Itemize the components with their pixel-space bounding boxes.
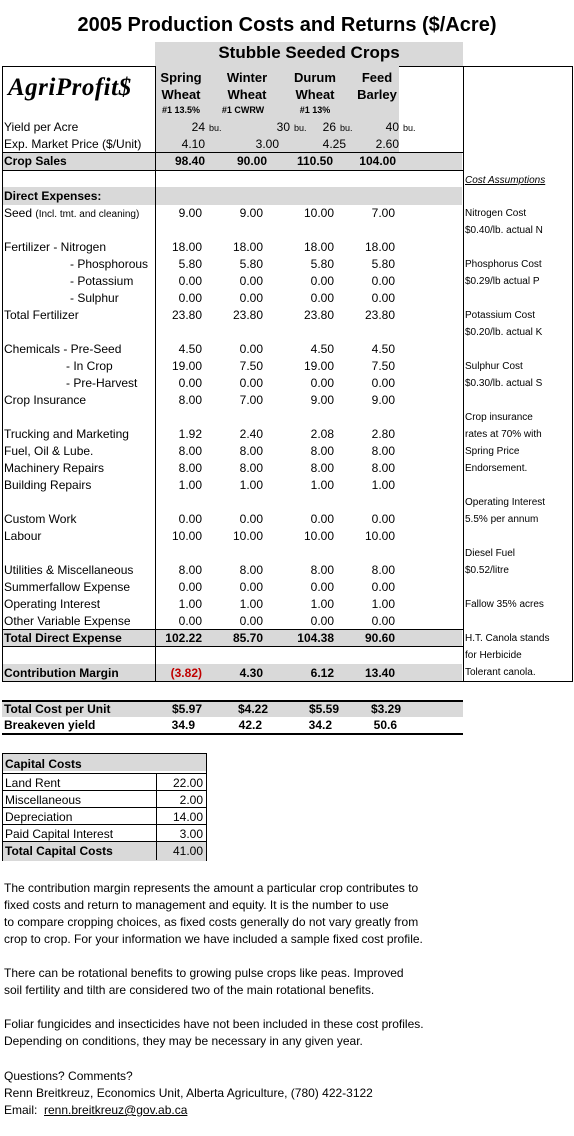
crop-sales-feed-barley: 104.00 <box>359 154 396 168</box>
capital-row-value: 22.00 <box>172 776 203 790</box>
rule-summary-bottom <box>2 733 463 735</box>
cost-assumption-line: $0.30/lb. actual S <box>465 378 543 389</box>
divider-notes-col <box>463 66 464 682</box>
row-label-breakeven: Breakeven yield <box>4 718 96 732</box>
cost-unit-winter-wheat: $4.22 <box>237 702 268 716</box>
row-label-contribution: Contribution Margin <box>4 666 119 680</box>
chem-in-value: 7.50 <box>239 359 263 373</box>
fert-sul-value: 0.00 <box>178 291 202 305</box>
total-fert-value: 23.80 <box>364 308 395 322</box>
col-header-feed-barley: Feed Barley <box>357 70 397 102</box>
cost-assumption-line: $0.20/lb. actual K <box>465 327 543 338</box>
capital-row-value: 2.00 <box>179 793 203 807</box>
cost-assumption-line: for Herbicide <box>465 650 522 661</box>
cost-unit-feed-barley: $3.29 <box>370 702 401 716</box>
capital-row <box>3 824 206 842</box>
row-label-summerfallow: Summerfallow Expense <box>4 580 131 594</box>
yield-feed-barley: 40 <box>385 120 399 134</box>
section-direct-expenses: Direct Expenses: <box>4 189 102 203</box>
crop-ins-value: 9.00 <box>310 393 334 407</box>
fert-nitrogen-value: 18.00 <box>171 240 202 254</box>
cost-assumption-line: $0.29/lb actual P <box>465 276 540 287</box>
other-var-value: 0.00 <box>310 614 334 628</box>
fert-pot-value: 0.00 <box>178 274 202 288</box>
cost-assumption-line: $0.40/lb. actual N <box>465 225 543 236</box>
yield-unit: bu. <box>294 123 307 133</box>
bldg-value: 1.00 <box>178 478 202 492</box>
capital-row-label: Land Rent <box>5 776 61 790</box>
op-interest-value: 1.00 <box>310 597 334 611</box>
row-label-custom: Custom Work <box>4 512 77 526</box>
crop-sales-spring-wheat: 98.40 <box>174 154 205 168</box>
capital-row-value: 14.00 <box>172 810 203 824</box>
labour-value: 10.00 <box>364 529 395 543</box>
row-label-fert-sul: - Sulphur <box>70 291 119 305</box>
trucking-value: 1.92 <box>178 427 202 441</box>
total-fert-value: 23.80 <box>303 308 334 322</box>
custom-value: 0.00 <box>239 512 263 526</box>
mach-value: 8.00 <box>178 461 202 475</box>
contribution-value: (3.82) <box>170 666 202 680</box>
cost-assumption-line: Potassium Cost <box>465 310 536 321</box>
chem-harv-value: 0.00 <box>239 376 263 390</box>
chem-pre-value: 0.00 <box>239 342 263 356</box>
row-label-crop-sales: Crop Sales <box>4 154 67 168</box>
bldg-value: 1.00 <box>371 478 395 492</box>
seed-feed-barley: 7.00 <box>371 206 395 220</box>
capital-total-label: Total Capital Costs <box>5 844 113 858</box>
crop-ins-value: 7.00 <box>239 393 263 407</box>
utilities-value: 8.00 <box>310 563 334 577</box>
row-label-total-cost-unit: Total Cost per Unit <box>4 702 111 716</box>
summerfallow-value: 0.00 <box>239 580 263 594</box>
col-header-spring-wheat: Spring Wheat <box>160 70 202 102</box>
row-label-chem-pre: Chemicals - Pre-Seed <box>4 342 122 356</box>
custom-value: 0.00 <box>178 512 202 526</box>
utilities-value: 8.00 <box>371 563 395 577</box>
crop-sales-durum-wheat: 110.50 <box>296 154 333 168</box>
price-spring-wheat: 4.10 <box>181 137 205 151</box>
summerfallow-value: 0.00 <box>371 580 395 594</box>
row-label-utilities: Utilities & Miscellaneous <box>4 563 134 577</box>
breakeven-durum-wheat: 34.2 <box>308 718 332 732</box>
row-label-labour: Labour <box>4 529 42 543</box>
fert-sul-value: 0.00 <box>239 291 263 305</box>
cost-assumption-line: Tolerant canola. <box>465 667 536 678</box>
utilities-value: 8.00 <box>239 563 263 577</box>
capital-divider <box>156 773 157 860</box>
yield-unit: bu. <box>340 123 353 133</box>
chem-harv-value: 0.00 <box>371 376 395 390</box>
capital-total-row <box>3 841 206 861</box>
paragraph-rotational: There can be rotational benefits to growing pulse crops like peas. Improved soil fertility and tilth are considered two of the main rotational benefits. <box>4 966 404 997</box>
labour-value: 10.00 <box>171 529 202 543</box>
price-winter-wheat: 3.00 <box>255 137 279 151</box>
fert-phos-value: 5.80 <box>239 257 263 271</box>
chem-pre-value: 4.50 <box>310 342 334 356</box>
breakeven-feed-barley: 50.6 <box>373 718 397 732</box>
row-label-op-interest: Operating Interest <box>4 597 101 611</box>
row-label-chem-harv: - Pre-Harvest <box>66 376 138 390</box>
fuel-value: 8.00 <box>310 444 334 458</box>
op-interest-value: 1.00 <box>178 597 202 611</box>
row-label-mach: Machinery Repairs <box>4 461 105 475</box>
mach-value: 8.00 <box>371 461 395 475</box>
price-feed-barley: 2.60 <box>375 137 399 151</box>
rule-total-direct-top <box>2 629 463 630</box>
total-direct-value: 102.22 <box>165 631 202 645</box>
contact-email-line: Email: renn.breitkreuz@gov.ab.ca <box>4 1103 188 1117</box>
grade-spring-wheat: #1 13.5% <box>161 105 201 115</box>
fert-sul-value: 0.00 <box>371 291 395 305</box>
summerfallow-value: 0.00 <box>310 580 334 594</box>
fuel-value: 8.00 <box>178 444 202 458</box>
other-var-value: 0.00 <box>239 614 263 628</box>
total-fert-value: 23.80 <box>232 308 263 322</box>
contribution-value: 4.30 <box>239 666 263 680</box>
capital-row-value: 3.00 <box>179 827 203 841</box>
cost-assumption-line: Spring Price <box>465 446 520 457</box>
paragraph-contribution: The contribution margin represents the amount a particular crop contributes to fixed costs and return to management and equity. It is the number to use to compare cropping choices, as fixed costs generally do not vary greatly from crop to crop. For your information we have included a sample fixed cost profile. <box>4 881 423 946</box>
row-label-fert-pot: - Potassium <box>70 274 134 288</box>
col-header-durum-wheat: Durum Wheat <box>294 70 336 102</box>
page-title: 2005 Production Costs and Returns ($/Acre) <box>77 14 497 36</box>
capital-row-label: Paid Capital Interest <box>5 827 114 841</box>
chem-harv-value: 0.00 <box>178 376 202 390</box>
fert-pot-value: 0.00 <box>371 274 395 288</box>
cost-assumption-line: Diesel Fuel <box>465 548 516 559</box>
contribution-value: 6.12 <box>310 666 334 680</box>
bldg-value: 1.00 <box>239 478 263 492</box>
utilities-value: 8.00 <box>178 563 202 577</box>
capital-costs-table <box>2 753 207 861</box>
capital-row-label: Miscellaneous <box>5 793 82 807</box>
row-label-fert-phos: - Phosphorous <box>70 257 149 271</box>
cost-assumption-line: Nitrogen Cost <box>465 208 527 219</box>
total-direct-value: 90.60 <box>364 631 395 645</box>
paragraph-fungicides: Foliar fungicides and insecticides have not been included in these cost profiles. Depending on conditions, they may be necessary in any given year. <box>4 1017 424 1048</box>
agriprofit-logo: AgriProfit$ <box>8 74 132 101</box>
fert-sul-value: 0.00 <box>310 291 334 305</box>
grade-durum-wheat: #1 13% <box>299 105 331 115</box>
crop-sales-winter-wheat: 90.00 <box>236 154 267 168</box>
seed-winter-wheat: 9.00 <box>239 206 263 220</box>
grade-winter-wheat: #1 CWRW <box>221 105 265 115</box>
fert-phos-value: 5.80 <box>310 257 334 271</box>
contact-block <box>4 1068 564 1119</box>
fert-phos-value: 5.80 <box>371 257 395 271</box>
yield-unit: bu. <box>403 123 416 133</box>
col-header-winter-wheat: Winter Wheat <box>226 70 268 102</box>
yield-durum-wheat: 26 <box>322 120 336 134</box>
mach-value: 8.00 <box>239 461 263 475</box>
custom-value: 0.00 <box>310 512 334 526</box>
row-label-fert-nitrogen: Fertilizer - Nitrogen <box>4 240 107 254</box>
fuel-value: 8.00 <box>239 444 263 458</box>
capital-row <box>3 773 206 791</box>
trucking-value: 2.40 <box>239 427 263 441</box>
contact-name: Renn Breitkreuz, Economics Unit, Alberta Agriculture, (780) 422-3122 <box>4 1086 373 1100</box>
mach-value: 8.00 <box>310 461 334 475</box>
chem-in-value: 7.50 <box>371 359 395 373</box>
yield-spring-wheat: 24 <box>191 120 205 134</box>
total-direct-value: 104.38 <box>297 631 334 645</box>
capital-costs-header: Capital Costs <box>5 757 82 771</box>
fert-nitrogen-value: 18.00 <box>303 240 334 254</box>
row-label-crop-ins: Crop Insurance <box>4 393 87 407</box>
yield-winter-wheat: 30 <box>276 120 290 134</box>
cost-assumption-line: $0.52/litre <box>465 565 509 576</box>
rule-crop-sales-bottom <box>2 170 463 171</box>
bldg-value: 1.00 <box>310 478 334 492</box>
row-label-total-fert: Total Fertilizer <box>4 308 79 322</box>
row-label-bldg: Building Repairs <box>4 478 92 492</box>
fert-pot-value: 0.00 <box>310 274 334 288</box>
seed-spring-wheat: 9.00 <box>178 206 202 220</box>
summerfallow-value: 0.00 <box>178 580 202 594</box>
cost-assumptions-header: Cost Assumptions <box>465 175 546 186</box>
cost-assumption-line: Endorsement. <box>465 463 528 474</box>
custom-value: 0.00 <box>371 512 395 526</box>
rule-crop-sales-top <box>2 152 463 153</box>
chem-in-value: 19.00 <box>303 359 334 373</box>
row-label-chem-in: - In Crop <box>66 359 113 373</box>
breakeven-spring-wheat: 34.9 <box>171 718 195 732</box>
row-label-other-var: Other Variable Expense <box>4 614 131 628</box>
labour-value: 10.00 <box>232 529 263 543</box>
row-label-trucking: Trucking and Marketing <box>4 427 129 441</box>
cost-assumption-line: Phosphorus Cost <box>465 259 542 270</box>
fuel-value: 8.00 <box>371 444 395 458</box>
labour-value: 10.00 <box>303 529 334 543</box>
capital-row-label: Depreciation <box>5 810 73 824</box>
cost-assumption-line: 5.5% per annum <box>465 514 539 525</box>
contribution-value: 13.40 <box>364 666 395 680</box>
other-var-value: 0.00 <box>178 614 202 628</box>
crop-ins-value: 8.00 <box>178 393 202 407</box>
total-fert-value: 23.80 <box>171 308 202 322</box>
capital-row <box>3 807 206 825</box>
op-interest-value: 1.00 <box>371 597 395 611</box>
chem-harv-value: 0.00 <box>310 376 334 390</box>
email-link[interactable]: renn.breitkreuz@gov.ab.ca <box>44 1103 188 1117</box>
contact-question: Questions? Comments? <box>4 1069 133 1083</box>
chem-pre-value: 4.50 <box>178 342 202 356</box>
op-interest-value: 1.00 <box>239 597 263 611</box>
cost-assumption-line: Sulphur Cost <box>465 361 523 372</box>
cost-unit-spring-wheat: $5.97 <box>171 702 202 716</box>
trucking-value: 2.80 <box>371 427 395 441</box>
fert-pot-value: 0.00 <box>239 274 263 288</box>
price-durum-wheat: 4.25 <box>322 137 346 151</box>
yield-unit: bu. <box>209 123 222 133</box>
cost-assumption-line: rates at 70% with <box>465 429 542 440</box>
fert-phos-value: 5.80 <box>178 257 202 271</box>
row-label-fuel: Fuel, Oil & Lube. <box>4 444 94 458</box>
rule-total-direct-bottom <box>2 646 463 647</box>
capital-row <box>3 790 206 808</box>
cost-assumption-line: Operating Interest <box>465 497 546 508</box>
cost-assumption-line: H.T. Canola stands <box>465 633 550 644</box>
crop-ins-value: 9.00 <box>371 393 395 407</box>
row-label-yield: Yield per Acre <box>4 120 79 134</box>
chem-pre-value: 4.50 <box>371 342 395 356</box>
page-subtitle: Stubble Seeded Crops <box>218 43 400 62</box>
capital-total-value: 41.00 <box>172 844 203 858</box>
row-label-seed: Seed (Incl. tmt. and cleaning) <box>4 206 140 220</box>
row-label-total-direct: Total Direct Expense <box>4 631 122 645</box>
other-var-value: 0.00 <box>371 614 395 628</box>
seed-durum-wheat: 10.00 <box>303 206 334 220</box>
cost-unit-durum-wheat: $5.59 <box>308 702 339 716</box>
cost-assumption-line: Fallow 35% acres <box>465 599 544 610</box>
row-label-price: Exp. Market Price ($/Unit) <box>4 137 142 151</box>
fert-nitrogen-value: 18.00 <box>364 240 395 254</box>
total-direct-value: 85.70 <box>232 631 263 645</box>
fert-nitrogen-value: 18.00 <box>232 240 263 254</box>
breakeven-winter-wheat: 42.2 <box>238 718 262 732</box>
chem-in-value: 19.00 <box>171 359 202 373</box>
cost-assumption-line: Crop insurance <box>465 412 533 423</box>
trucking-value: 2.08 <box>310 427 334 441</box>
